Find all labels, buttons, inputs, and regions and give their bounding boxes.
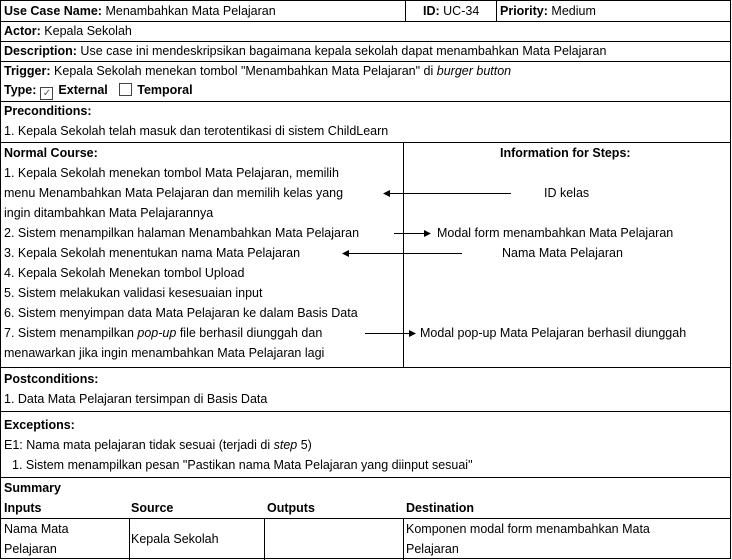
trigger-label: Trigger:: [4, 64, 51, 78]
step-line: menu Menambahkan Mata Pelajaran dan memilih kelas yang: [4, 186, 344, 200]
step-line: 6. Sistem menyimpan data Mata Pelajaran ke dalam Basis Data: [4, 306, 358, 320]
summary-destination-line2: Pelajaran: [406, 542, 459, 556]
priority-label: Priority:: [500, 4, 548, 18]
step7-italic: pop-up: [137, 326, 177, 340]
info-item: Modal form menambahkan Mata Pelajaran: [437, 226, 674, 240]
step7-text: 7. Sistem menampilkan: [4, 326, 134, 340]
summary-input-line1: Nama Mata: [4, 522, 69, 536]
summary-input-line2: Pelajaran: [4, 542, 57, 556]
external-label: External: [58, 83, 108, 97]
summary-destination-line1: Komponen modal form menambahkan Mata: [406, 522, 650, 536]
step-line: 3. Kepala Sekolah menentukan nama Mata Pelajaran: [4, 246, 301, 260]
step-line: ingin ditambahkan Mata Pelajarannya: [4, 206, 214, 220]
use-case-name-value: Menambahkan Mata Pelajaran: [105, 4, 276, 18]
exception-e1: [4, 435, 312, 455]
temporal-label: Temporal: [137, 83, 193, 97]
info-item: ID kelas: [544, 186, 590, 200]
external-checkbox[interactable]: ✓: [40, 87, 53, 100]
actor-value: Kepala Sekolah: [44, 24, 132, 38]
step-line: 5. Sistem melakukan validasi kesesuaian input: [4, 286, 263, 300]
trigger-value-italic: burger button: [436, 64, 512, 78]
trigger-value: Kepala Sekolah menekan tombol "Menambahkan Mata Pelajaran" di: [54, 64, 434, 78]
description-value: Use case ini mendeskripsikan bagaimana kepala sekolah dapat menambahkan Mata Pelajaran: [80, 44, 607, 58]
summary-col-outputs: Outputs: [267, 501, 315, 515]
preconditions-label: Preconditions:: [4, 104, 92, 118]
summary-col-source: Source: [131, 501, 174, 515]
normal-course-label: Normal Course:: [4, 146, 98, 160]
info-item: Nama Mata Pelajaran: [502, 246, 623, 260]
exception-e1-step: 1. Sistem menampilkan pesan "Pastikan nama Mata Pelajaran yang diinput sesuai": [12, 458, 473, 472]
precondition-item: 1. Kepala Sekolah telah masuk dan terotentikasi di sistem ChildLearn: [4, 124, 389, 138]
info-item: Modal pop-up Mata Pelajaran berhasil diunggah: [420, 326, 687, 340]
priority-value: Medium: [551, 4, 596, 18]
exception-e1-italic: step: [273, 438, 298, 452]
exception-e1-text: E1: Nama mata pelajaran tidak sesuai (terjadi di: [4, 438, 271, 452]
summary-source: Kepala Sekolah: [131, 532, 219, 546]
step-line: 4. Kepala Sekolah Menekan tombol Upload: [4, 266, 245, 280]
step-line: 2. Sistem menampilkan halaman Menambahkan Mata Pelajaran: [4, 226, 360, 240]
postcondition-item: 1. Data Mata Pelajaran tersimpan di Basis Data: [4, 392, 268, 406]
summary-label: Summary: [4, 481, 61, 495]
step7-text-end: file berhasil diunggah dan: [176, 326, 323, 340]
type-label: Type:: [4, 83, 37, 97]
summary-col-destination: Destination: [406, 501, 475, 515]
use-case-name-label: Use Case Name:: [4, 4, 102, 18]
step-line: 1. Kepala Sekolah menekan tombol Mata Pelajaran, memilih: [4, 166, 339, 180]
step-line: menawarkan jika ingin menambahkan Mata Pelajaran lagi: [4, 346, 325, 360]
summary-col-inputs: Inputs: [4, 501, 42, 515]
description-label: Description:: [4, 44, 77, 58]
exception-e1-end: 5): [297, 438, 312, 452]
information-for-steps-label: Information for Steps:: [500, 146, 631, 160]
id-label: ID:: [423, 4, 440, 18]
postconditions-label: Postconditions:: [4, 372, 99, 386]
id-value: UC-34: [443, 4, 480, 18]
actor-label: Actor:: [4, 24, 41, 38]
exceptions-label: Exceptions:: [4, 418, 75, 432]
